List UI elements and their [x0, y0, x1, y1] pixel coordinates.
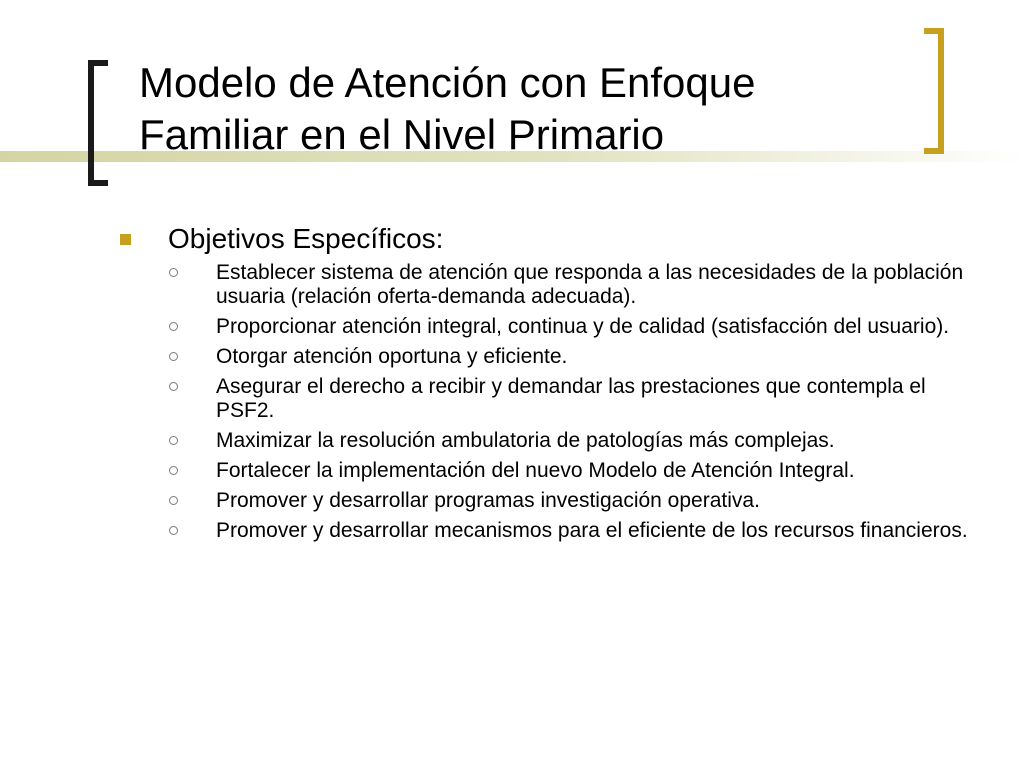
list-item-text: Asegurar el derecho a recibir y demandar las prestaciones que contempla el PSF2. — [216, 375, 926, 422]
circle-bullet-icon — [169, 436, 178, 445]
circle-bullet-icon — [169, 322, 178, 331]
right-bracket-icon — [924, 28, 944, 154]
circle-bullet-icon — [169, 268, 178, 277]
circle-bullet-icon — [169, 382, 178, 391]
circle-bullet-icon — [169, 526, 178, 535]
list-item — [118, 519, 978, 543]
list-item-text: Promover y desarrollar programas investigación operativa. — [216, 489, 760, 512]
circle-bullet-icon — [169, 496, 178, 505]
circle-bullet-icon — [169, 466, 178, 475]
list-item — [118, 261, 978, 309]
list-item — [118, 489, 978, 513]
left-bracket-icon — [88, 60, 108, 186]
slide-body — [118, 220, 978, 549]
list-item-text: Otorgar atención oportuna y eficiente. — [216, 345, 568, 368]
square-bullet-icon — [120, 234, 131, 245]
list-item — [118, 345, 978, 369]
objectives-heading-item — [118, 220, 978, 258]
circle-bullet-icon — [169, 352, 178, 361]
list-item — [118, 429, 978, 453]
list-item-text: Fortalecer la implementación del nuevo Modelo de Atención Integral. — [216, 459, 855, 482]
list-item-text: Establecer sistema de atención que responda a las necesidades de la población usuaria (relación oferta-demanda adecuada). — [216, 261, 964, 308]
list-item-text: Proporcionar atención integral, continua y de calidad (satisfacción del usuario). — [216, 315, 950, 338]
list-item — [118, 375, 978, 423]
objectives-list — [118, 261, 978, 543]
title-line-1: Modelo de Atención con Enfoque — [139, 59, 756, 106]
slide-title — [139, 57, 909, 161]
list-item-text: Promover y desarrollar mecanismos para el eficiente de los recursos financieros. — [216, 519, 968, 542]
title-line-2: Familiar en el Nivel Primario — [139, 111, 665, 158]
list-item — [118, 315, 978, 339]
list-item-text: Maximizar la resolución ambulatoria de patologías más complejas. — [216, 429, 835, 452]
objectives-heading: Objetivos Específicos: — [168, 223, 444, 254]
list-item — [118, 459, 978, 483]
